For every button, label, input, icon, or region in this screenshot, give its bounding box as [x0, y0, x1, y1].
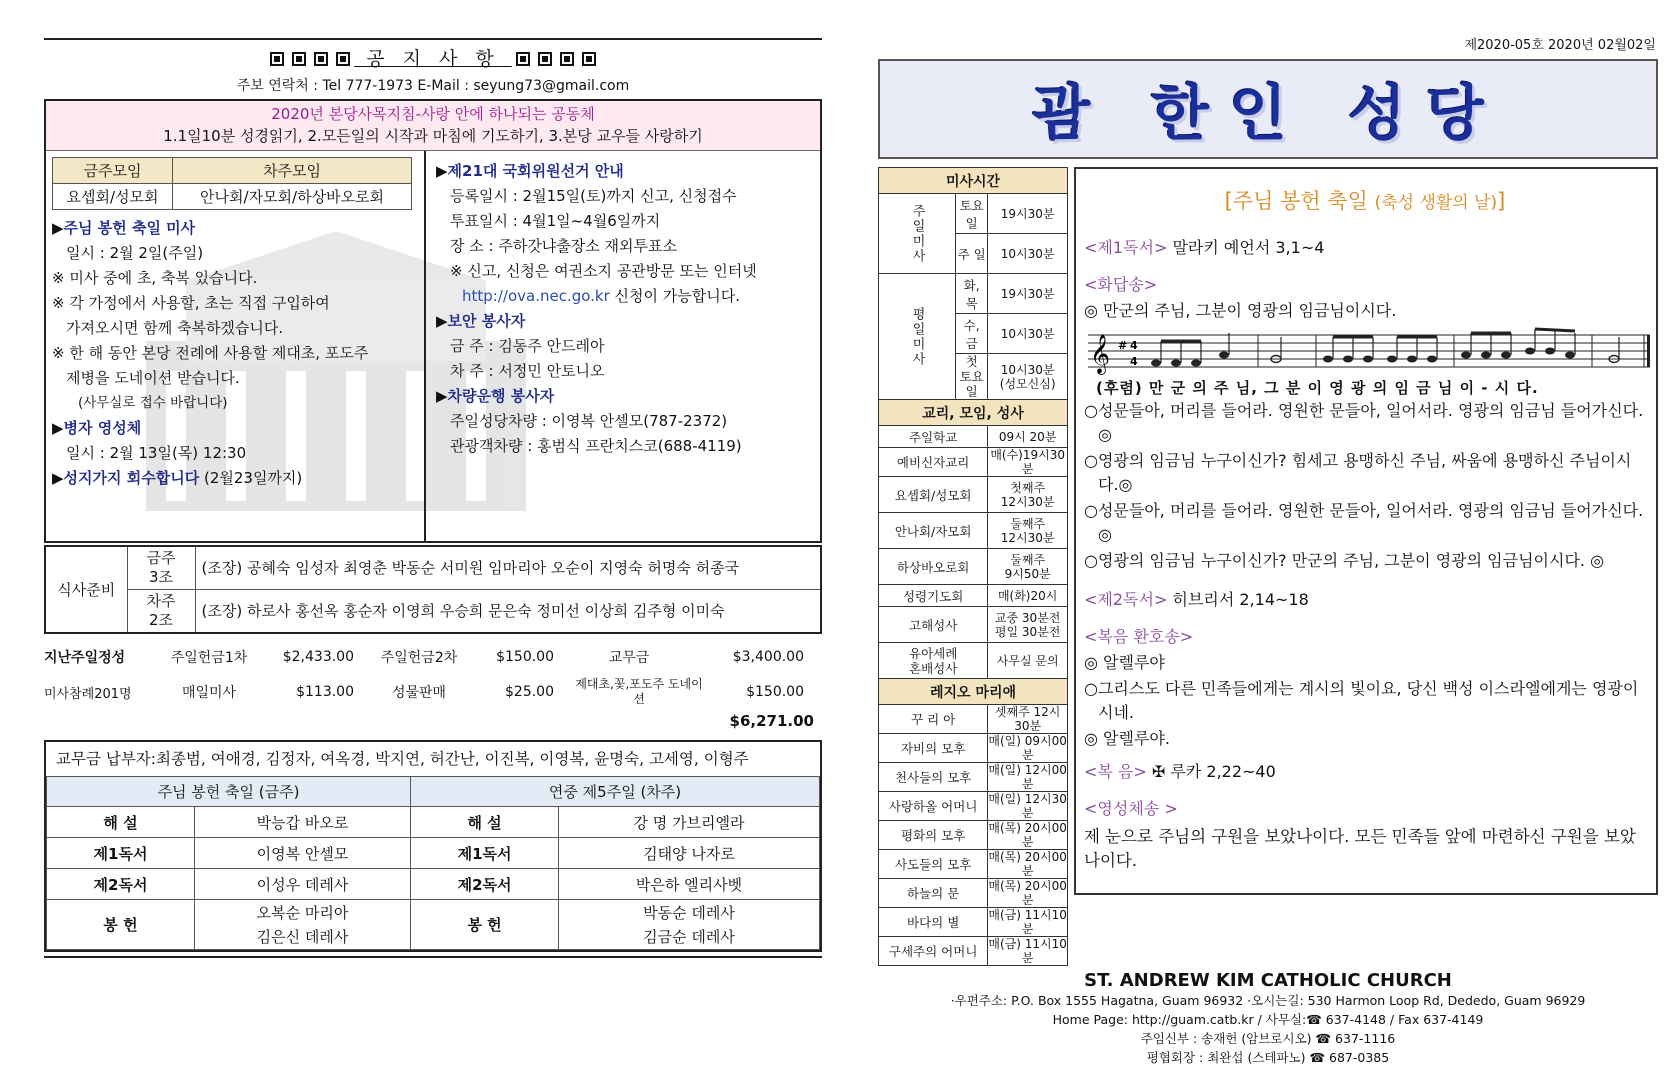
communion-antiphon-label: <영성체송 > [1084, 799, 1178, 818]
table-row: 제2독서 이성우 데레사 제2독서 박은하 엘리사벳 [47, 869, 820, 900]
square-icon [516, 52, 530, 66]
music-staff [1084, 325, 1646, 397]
this-week-members: (조장) 공혜숙 임성자 최영춘 박동순 서미원 임마리아 오순이 지영숙 허명숙 허종국 [195, 546, 821, 590]
section-heading: ▶ 주님 봉헌 축일 미사 [52, 216, 418, 241]
security-volunteer-notice: ▶ 보안 봉사자 금 주 : 김동주 안드레아 차 주 : 서정민 안토니오 [436, 309, 810, 384]
table-row: 제1독서 이영복 안셀모 제1독서 김태양 나자로 [47, 838, 820, 869]
church-name: ST. ANDREW KIM CATHOLIC CHURCH [1084, 970, 1452, 991]
second-reading: <제2독서> 히브리서 2,14~18 [1084, 590, 1309, 609]
top-rule [44, 38, 822, 40]
notice-title: 공 지 사 항 [44, 44, 822, 71]
council-president-contact: 평협회장 : 최완섭 (스테파노) ☎ 687-0385 [1146, 1050, 1390, 1065]
donor-list: 교무금 납부자:최종범, 여애경, 김정자, 여옥경, 박지연, 허간난, 이진복, 이영복, 윤명숙, 고세영, 이형주 [56, 750, 749, 768]
section-heading: ▶ 성지가지 회수합니다 [52, 469, 199, 487]
psalm-refrain: ◎ 만군의 주님, 그분이 영광의 임금님이시다. [1084, 301, 1397, 320]
sunday-mass-label: 주일미사 [879, 194, 956, 274]
psalm-verse: ○영광의 임금님 누구이신가? 만군의 주님, 그분이 영광의 임금님이시다. ◎ [1084, 551, 1605, 570]
presentation-mass-notice: ▶ 주님 봉헌 축일 미사 일시 : 2월 2일(주일) ※ 미사 중에 초, 축복 있습니다. ※ 각 가정에서 사용할, 초는 직접 구입하여 가져오시면 함께 축복하겠습니다. ※ 한 해 동안 본당 전례에 사용할 제대초, 포도주 제병을 도네이션 받습니다. (사무실로 접수 바랍니다) [52, 216, 418, 416]
meeting-table [52, 157, 412, 210]
first-reading: <제1독서> 말라키 예언서 3,1~4 [1084, 238, 1325, 257]
meal-prep-table [44, 545, 822, 634]
notice-column-left [46, 151, 426, 541]
section-heading: ▶ 보안 봉사자 [436, 309, 810, 334]
alleluia: ◎ 알렐루야. [1084, 729, 1170, 748]
feast-title: [주님 봉헌 축일 (축성 생활의 날)] [1224, 189, 1506, 213]
masthead [878, 59, 1658, 159]
this-week-meeting-header: 금주모임 [53, 158, 173, 184]
square-icon [538, 52, 552, 66]
psalm-verse: ○성문들아, 머리를 들어라. 영원한 문들아, 일어서라. 영광의 임금님 들어가신다. ◎ [1084, 401, 1644, 444]
next-week-ministry-header: 연중 제5주일 (차주) [411, 777, 820, 807]
motto-items: 1.1일10분 성경읽기, 2.모든일의 시작과 마침에 기도하기, 3.본당 교우들 사랑하기 [163, 127, 703, 145]
communion-antiphon: 제 눈으로 주님의 구원을 보았나이다. 모든 민족들 앞에 마련하신 구원을 보았나이다. [1084, 827, 1636, 870]
notice-columns [46, 151, 820, 541]
pastoral-motto [46, 101, 820, 151]
square-icon [560, 52, 574, 66]
psalm-verse: ○성문들아, 머리를 들어라. 영원한 문들아, 일어서라. 영광의 임금님 들어가신다. ◎ [1084, 501, 1644, 544]
acclamation-verse: ○그리스도 다른 민족들에게는 계시의 빛이요, 당신 백성 이스라엘에게는 영광이시네. [1084, 679, 1639, 722]
offering-row: 미사참례201명 매일미사 $113.00 성물판매 $25.00 제대초,꽃,포도주 도네이션 $150.00 [44, 677, 804, 706]
section-heading: ▶ 차량운행 봉사자 [436, 384, 810, 409]
donor-box [44, 740, 822, 952]
square-icon [582, 52, 596, 66]
notice-column-right [426, 151, 820, 541]
church-address: ·우편주소: P.O. Box 1555 Hagatna, Guam 96932 ·오시는길: 530 Harmon Loop Rd, Dededo, Guam 96929 [950, 993, 1586, 1008]
next-week-members: (조장) 하로사 홍선옥 홍순자 이영희 우승희 문은숙 정미선 이상희 김주형 이미숙 [195, 590, 821, 634]
church-contact: Home Page: http://guam.catb.kr / 사무실:☎ 637-4148 / Fax 637-4149 [1052, 1012, 1484, 1027]
meal-prep-label: 식사준비 [45, 546, 127, 633]
contact-line: 주보 연락처 : Tel 777-1973 E-Mail : seyung73@gmail.com [236, 78, 630, 94]
offering-total: $6,271.00 [729, 712, 814, 730]
events-header: 교리, 모임, 성사 [879, 400, 1068, 426]
section-heading: ▶ 병자 영성체 [52, 416, 418, 441]
music-staff-notation [1084, 325, 1654, 377]
motto-title: 2020년 본당사목지침-사랑 안에 하나되는 공동체 [271, 105, 595, 123]
election-link[interactable]: http://ova.nec.go.kr [462, 287, 610, 305]
bulletin-body [878, 167, 1658, 966]
right-page [878, 34, 1658, 1067]
ministry-table [46, 776, 820, 950]
gospel: <복 음> ✠ 루카 2,22~40 [1084, 762, 1276, 781]
pastor-contact: 주임신부 : 송재헌 (암브로시오) ☎ 637-1116 [1140, 1031, 1396, 1046]
bottom-rule [44, 956, 822, 958]
palm-collection-notice: ▶ 성지가지 회수합니다 (2월23일까지) [52, 466, 418, 491]
driver-volunteer-notice: ▶ 차량운행 봉사자 주일성당차량 : 이영복 안셀모(787-2372) 관광객차량 : 홍범식 프란치스코(688-4119) [436, 384, 810, 459]
table-row: 해 설 박능갑 바오로 해 설 강 명 가브리엘라 [47, 807, 820, 838]
alleluia: ◎ 알렐루야 [1084, 653, 1165, 672]
section-heading: ▶ 제21대 국회위원선거 안내 [436, 159, 810, 184]
election-notice: ▶ 제21대 국회위원선거 안내 등록일시 : 2월15일(토)까지 신고, 신청접수 투표일시 : 4월1일~4월6일까지 장 소 : 주하갓냐출장소 재외투표소 ※ 신고, 신청은 여권소지 공관방문 또는 인터넷 http://ova.nec.go.kr 신청이 가능합니다. [436, 159, 810, 309]
psalm-verse: ○영광의 임금님 누구이신가? 힘세고 용맹하신 주님, 싸움에 용맹하신 주님이시다.◎ [1084, 451, 1632, 494]
table-row: 봉 헌 오복순 마리아 김은신 데레사 봉 헌 박동순 데레사 김금순 데레사 [47, 900, 820, 950]
next-week-meeting-header: 차주모임 [173, 158, 412, 184]
weekday-mass-label: 평일미사 [879, 274, 956, 400]
left-page [44, 38, 822, 958]
square-icon [314, 52, 328, 66]
issue-number: 제2020-05호 2020년 02월02일 [1464, 38, 1656, 53]
offering-summary [44, 642, 822, 730]
mass-times-header: 미사시간 [879, 168, 1068, 194]
svg-text:4: 4 [1130, 355, 1138, 368]
legio-header: 레지오 마리애 [879, 679, 1068, 705]
square-icon [292, 52, 306, 66]
svg-text:𝄞: 𝄞 [1090, 334, 1111, 374]
this-week-ministry-header: 주님 봉헌 축일 (금주) [47, 777, 411, 807]
gospel-acclamation-label: <복음 환호송> [1084, 627, 1194, 646]
this-week-meeting: 요셉회/성모회 [53, 184, 173, 210]
offering-row: 지난주일정성 주일헌금1차 $2,433.00 주일헌금2차 $150.00 교무금 $3,400.00 [44, 649, 804, 666]
schedule-table: 미사시간 주일미사 토요일 19시30분 주 일 10시30분 평일미사 화, 목 19시30분 수, 금 10시30분 첫 토요일 10시30분 (성모신심) 교리, 모임, 성사 주일학교 09시 20분 예비신자교리 매(수)19시30분 요셉회/성모회 첫째주 12시30분 안나회/자모회 둘째주 12시30분 하상바오로회 둘째주 9시50분 성령기도회 매(화)20시 고해성사 교중 30분전 평일 30분전 유아세례 혼배성사 사무실 문의 레지오 마리애 꾸 리 아 셋째주 12시30분 자비의 모후 매(일) 09시00분 천사들의 모후 매(일) 12시00분 사랑하올 어머니 매(일) 12시30분 평화의 모후 매(목) 20시00분 사도들의 모후 매(목) 20시00분 하늘의 문 매(목) 20시00분 바다의 별 매(금) 11시10분 구세주의 어머니 매(금) 11시10분 [878, 167, 1068, 966]
next-week-group: 차주 2조 [127, 590, 195, 634]
square-icon [336, 52, 350, 66]
music-lyrics: (후렴) 만 군 의 주 님, 그 분 이 영 광 의 임 금 님 이 - 시 다. [1096, 379, 1539, 397]
sick-communion-notice: ▶ 병자 영성체 일시 : 2월 13일(목) 12:30 [52, 416, 418, 466]
svg-text:4: 4 [1130, 339, 1138, 352]
mass-readings [1074, 167, 1658, 895]
psalm-label: <화답송> [1084, 275, 1158, 294]
this-week-group: 금주 3조 [127, 546, 195, 590]
square-icon [270, 52, 284, 66]
next-week-meeting: 안나회/자모회/하상바오로회 [173, 184, 412, 210]
masthead-title: 괌 한인 성당 [1032, 79, 1504, 149]
notice-box [44, 99, 822, 543]
svg-text:#: # [1118, 339, 1128, 352]
